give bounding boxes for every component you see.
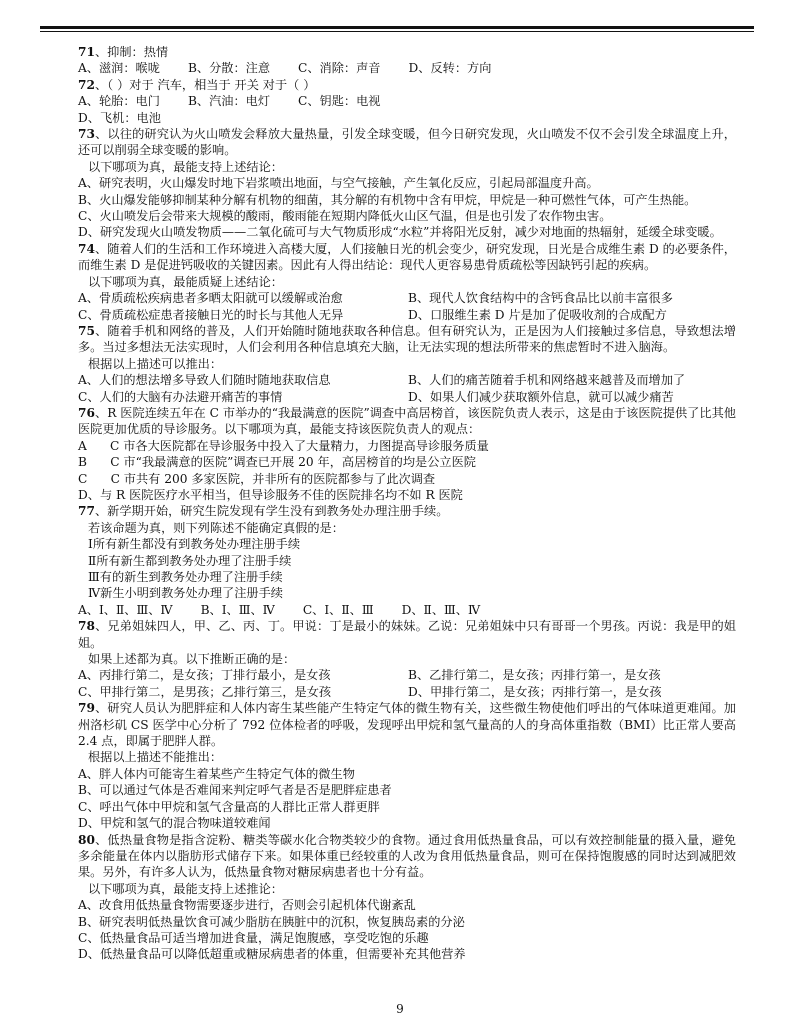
question-74-options-ab [60, 290, 736, 306]
question-80-stem: 80、低热量食物是指含淀粉、糖类等碳水化合物类较少的食物。通过食用低热量食品，可以有效控制能量的摄入量，避免多余能量在体内以脂肪形式储存下来。如果体重已经较重的人改为食用低热量食品，则可在保持饱腹感的同时达到减肥效果。另外，有许多人认为，低热量食物对糖尿病患者也十分有益。 [78, 832, 736, 880]
option-b: B、乙排行第二，是女孩；丙排行第一，是女孩 [408, 668, 661, 683]
question-77-stem: 77、新学期开始，研究生院发现有学生没有到教务处办理注册手续。 [78, 504, 449, 519]
question-75-prompt: 根据以上描述可以推出： [88, 356, 223, 371]
option-b: B、研究表明低热量饮食可减少脂肪在胰脏中的沉积，恢复胰岛素的分泌 [78, 914, 465, 929]
option-d: D、飞机：电池 [78, 110, 161, 125]
statement-3: Ⅲ有的新生到教务处办理了注册手续 [88, 570, 283, 584]
document-body [60, 44, 736, 963]
option-a: A C 市各大医院都在导诊服务中投入了大量精力，力图提高导诊服务质量 [78, 438, 489, 453]
option-a: A、人们的想法增多导致人们随时随地获取信息 [78, 373, 331, 388]
question-79-prompt: 根据以上描述不能推出： [88, 750, 223, 765]
question-80-prompt: 以下哪项为真，最能支持上述推论： [88, 881, 283, 896]
option-b: B、分散：注意 [187, 61, 271, 76]
option-d: D、研究发现火山喷发物质——二氧化硫可与大气物质形成“水粒”并将阳光反射，减少对地面的热辐射，延缓全球变暖。 [78, 225, 722, 240]
question-number: 77 [78, 504, 95, 519]
question-74-prompt: 以下哪项为真，最能质疑上述结论： [88, 274, 283, 289]
question-number: 75 [78, 323, 95, 338]
question-75-stem: 75、随着手机和网络的普及，人们开始随时随地获取各种信息。但有研究认为，正是因为人们接触过多信息，导致想法增多。当过多想法无法实现时，人们会利用各种信息填充大脑，让无法实现的想法所带来的焦虑暂时不进入脑海。 [78, 323, 736, 355]
option-d: D、Ⅱ、Ⅲ、Ⅳ [401, 602, 481, 617]
option-a: A、胖人体内可能寄生着某些产生特定气体的微生物 [78, 766, 355, 781]
option-d: D、口服维生素 D 片是加了促吸收剂的合成配方 [408, 307, 667, 322]
option-d: D、甲烷和氢气的混合物味道较难闻 [78, 816, 271, 831]
option-a: A、Ⅰ、Ⅱ、Ⅲ、Ⅳ [78, 602, 173, 617]
option-c: C、钥匙：电视 [298, 94, 381, 109]
question-73-prompt: 以下哪项为真，最能支持上述结论： [88, 159, 283, 174]
statement-1: Ⅰ所有新生都没有到教务处办理注册手续 [88, 537, 301, 552]
option-d: D、低热量食品可以降低超重或糖尿病患者的体重，但需要补充其他营养 [78, 947, 466, 962]
option-c: C、人们的大脑有办法避开痛苦的事情 [78, 389, 283, 404]
page-number: 9 [396, 1002, 404, 1016]
question-78-options-cd [60, 684, 736, 700]
question-number: 73 [78, 127, 95, 142]
question-75-options-ab [60, 372, 736, 388]
question-78-prompt: 如果上述都为真。以下推断正确的是： [88, 652, 296, 667]
option-a: A、丙排行第二，是女孩；丁排行最小，是女孩 [78, 668, 331, 683]
option-b: B、现代人饮食结构中的含钙食品比以前丰富很多 [408, 291, 673, 306]
question-79-stem: 79、研究人员认为肥胖症和人体内寄生某些能产生特定气体的微生物有关，这些微生物使他们呼出的气体味道更难闻。加州洛杉矶 CS 医学中心分析了 792 位体检者的呼吸，发现呼出甲烷和氢气量高的人的身高体重指数（BMI）比正常人要高 2.4 点，即属于肥胖人群。 [78, 701, 736, 749]
question-number: 71 [78, 45, 95, 59]
option-c: C、骨质疏松症患者接触日光的时长与其他人无异 [78, 307, 344, 322]
option-b: B、人们的痛苦随着手机和网络越来越普及而增加了 [408, 373, 686, 388]
option-c: C、Ⅰ、Ⅱ、Ⅲ [302, 602, 374, 617]
option-c: C、低热量食品可适当增加进食量，满足饱腹感，享受吃饱的乐趣 [78, 930, 429, 945]
question-number: 76 [78, 405, 95, 420]
question-77-prompt: 若该命题为真，则下列陈述不能确定真假的是： [88, 520, 344, 535]
question-78-stem: 78、兄弟姐妹四人，甲、乙、丙、丁。甲说：丁是最小的妹妹。乙说：兄弟姐妹中只有哥哥一个男孩。丙说：我是甲的姐姐。 [78, 619, 736, 650]
option-c: C、火山喷发后会带来大规模的酸雨，酸雨能在短期内降低火山区气温，但是也引发了农作物虫害。 [78, 209, 612, 224]
option-a: A、改食用低热量食物需要逐步进行，否则会引起机体代谢紊乱 [78, 898, 416, 913]
option-b: B C 市“我最满意的医院”调查已开展 20 年，高居榜首的均是公立医院 [78, 455, 476, 470]
option-c: C、甲排行第二，是男孩；乙排行第三，是女孩 [78, 684, 332, 699]
option-a: A、滋润：喉咙 [78, 61, 160, 76]
option-d: D、如果人们减少获取额外信息，就可以减少痛苦 [408, 389, 674, 404]
option-b: B、Ⅰ、Ⅲ、Ⅳ [200, 602, 275, 617]
question-73-stem: 73、以往的研究认为火山喷发会释放大量热量，引发全球变暖，但今日研究发现，火山喷发不仅不会引发全球温度上升，还可以削弱全球变暖的影响。 [78, 127, 736, 158]
option-c: C C 市共有 200 多家医院，并非所有的医院都参与了此次调查 [78, 471, 436, 486]
option-d: D、甲排行第二，是女孩；丙排行第一，是女孩 [408, 684, 662, 699]
question-77-options [60, 602, 736, 618]
question-number: 78 [78, 619, 95, 634]
question-number: 79 [78, 701, 95, 716]
option-d: D、与 R 医院医疗水平相当，但导诊服务不佳的医院排名均不如 R 医院 [78, 487, 463, 502]
question-number: 80 [78, 832, 95, 847]
header-rule-thin [40, 31, 754, 32]
option-d: D、反转：方向 [408, 61, 492, 76]
question-71-options [60, 60, 736, 76]
header-rule-thick [40, 26, 754, 29]
statement-4: Ⅳ新生小明到教务处办理了注册手续 [88, 586, 283, 601]
question-76-stem: 76、R 医院连续五年在 C 市举办的“我最满意的医院”调查中高居榜首，该医院负责人表示，这是由于该医院提供了比其他医院更加优质的导诊服务。以下哪项为真，最能支持该医院负责人的观点： [78, 405, 736, 437]
option-a: A、研究表明，火山爆发时地下岩浆喷出地面，与空气接触，产生氧化反应，引起局部温度升高。 [78, 176, 599, 191]
option-a: A、轮胎：电门 [78, 94, 160, 109]
question-72-options [60, 93, 736, 109]
question-72-stem: 72、（ ）对于 汽车，相当于 开关 对于（ ） [78, 77, 316, 92]
option-c: C、呼出气体中甲烷和氢气含量高的人群比正常人群更胖 [78, 799, 380, 814]
statement-2: Ⅱ所有新生都到教务处办理了注册手续 [88, 553, 292, 568]
option-a: A、骨质疏松疾病患者多晒太阳就可以缓解或治愈 [78, 291, 343, 306]
question-75-options-cd [60, 389, 736, 405]
question-74-stem: 74、随着人们的生活和工作环境进入高楼大厦，人们接触日光的机会变少，研究发现，日光是合成维生素 D 的必要条件，而维生素 D 是促进钙吸收的关键因素。因此有人得出结论：现代人更容易患骨质疏松等因缺钙引起的疾病。 [78, 241, 736, 273]
option-b: B、汽油：电灯 [187, 94, 271, 109]
option-b: B、火山爆发能够抑制某种分解有机物的细菌，其分解的有机物中含有甲烷，甲烷是一种可燃性气体，可产生热能。 [78, 192, 697, 207]
question-78-options-ab [60, 667, 736, 683]
question-71-stem: 71、抑制：热情 [78, 45, 169, 59]
question-number: 74 [78, 241, 95, 256]
option-c: C、消除：声音 [298, 61, 381, 76]
question-74-options-cd [60, 307, 736, 323]
question-number: 72 [78, 77, 95, 92]
option-b: B、可以通过气体是否难闻来判定呼气者是否是肥胖症患者 [78, 783, 392, 798]
